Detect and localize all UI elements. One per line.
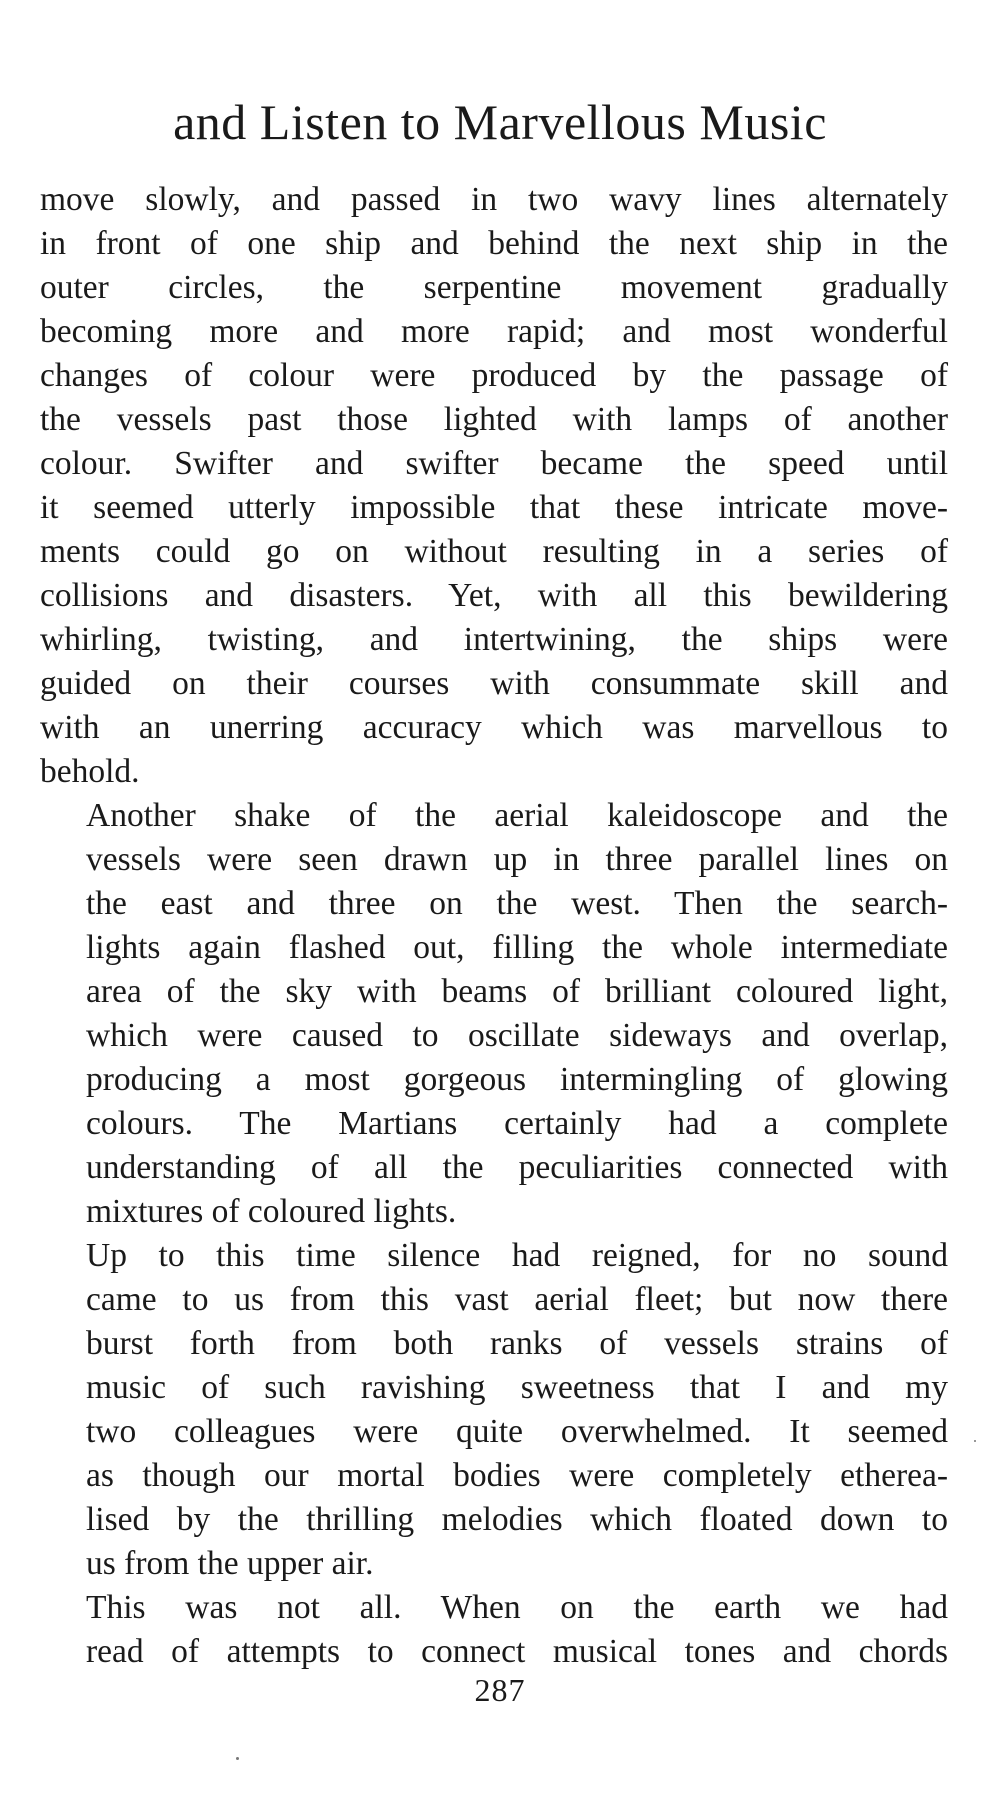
paper-speck (974, 1440, 976, 1442)
text-line: ments could go on without resulting in a series of (40, 533, 948, 570)
text-line: outer circles, the serpentine movement gradually (40, 269, 948, 306)
paragraph-2 (40, 794, 948, 1234)
text-line: colour. Swifter and swifter became the speed until (40, 445, 948, 482)
page-number: 287 (474, 1672, 526, 1708)
text-line: as though our mortal bodies were completely etherea- (86, 1457, 948, 1494)
text-line: came to us from this vast aerial fleet; but now there (86, 1281, 948, 1318)
text-line: guided on their courses with consummate skill and (40, 665, 948, 702)
paragraph-3 (40, 1234, 948, 1586)
paragraph-1 (40, 178, 948, 794)
text-line: vessels were seen drawn up in three parallel lines on (86, 841, 948, 878)
text-line: us from the upper air. (86, 1545, 374, 1582)
text-line: Another shake of the aerial kaleidoscope and the (86, 797, 948, 834)
text-line: music of such ravishing sweetness that I and my (86, 1369, 948, 1406)
text-line: changes of colour were produced by the passage of (40, 357, 948, 394)
text-line: mixtures of coloured lights. (86, 1193, 457, 1230)
text-line: area of the sky with beams of brilliant coloured light, (86, 973, 948, 1010)
text-line: colours. The Martians certainly had a complete (86, 1105, 948, 1142)
text-line: in front of one ship and behind the next ship in the (40, 225, 948, 262)
running-head-title: and Listen to Marvellous Music (173, 94, 827, 150)
text-line: the east and three on the west. Then the search- (86, 885, 948, 922)
text-line: understanding of all the peculiarities connected with (86, 1149, 948, 1186)
text-line: lights again flashed out, filling the whole intermediate (86, 929, 948, 966)
text-line: the vessels past those lighted with lamps of another (40, 401, 948, 438)
text-line: producing a most gorgeous intermingling of glowing (86, 1061, 948, 1098)
text-line: with an unerring accuracy which was marvellous to (40, 709, 948, 746)
body-text (40, 178, 948, 1674)
text-line: lised by the thrilling melodies which floated down to (86, 1501, 948, 1538)
text-line: Up to this time silence had reigned, for no sound (86, 1237, 948, 1274)
paragraph-4 (40, 1586, 948, 1674)
text-line: whirling, twisting, and intertwining, the ships were (40, 621, 948, 658)
paper-speck (236, 1757, 239, 1760)
text-line: This was not all. When on the earth we had (86, 1589, 948, 1626)
text-line: two colleagues were quite overwhelmed. It seemed (86, 1413, 948, 1450)
text-line: burst forth from both ranks of vessels strains of (86, 1325, 948, 1362)
text-line: which were caused to oscillate sideways and overlap, (86, 1017, 948, 1054)
text-line: becoming more and more rapid; and most wonderful (40, 313, 948, 350)
text-line: read of attempts to connect musical tones and chords (86, 1633, 948, 1670)
text-line: move slowly, and passed in two wavy lines alternately (40, 181, 948, 218)
text-line: behold. (40, 753, 140, 790)
text-line: it seemed utterly impossible that these intricate move- (40, 489, 948, 526)
text-line: collisions and disasters. Yet, with all this bewildering (40, 577, 948, 614)
